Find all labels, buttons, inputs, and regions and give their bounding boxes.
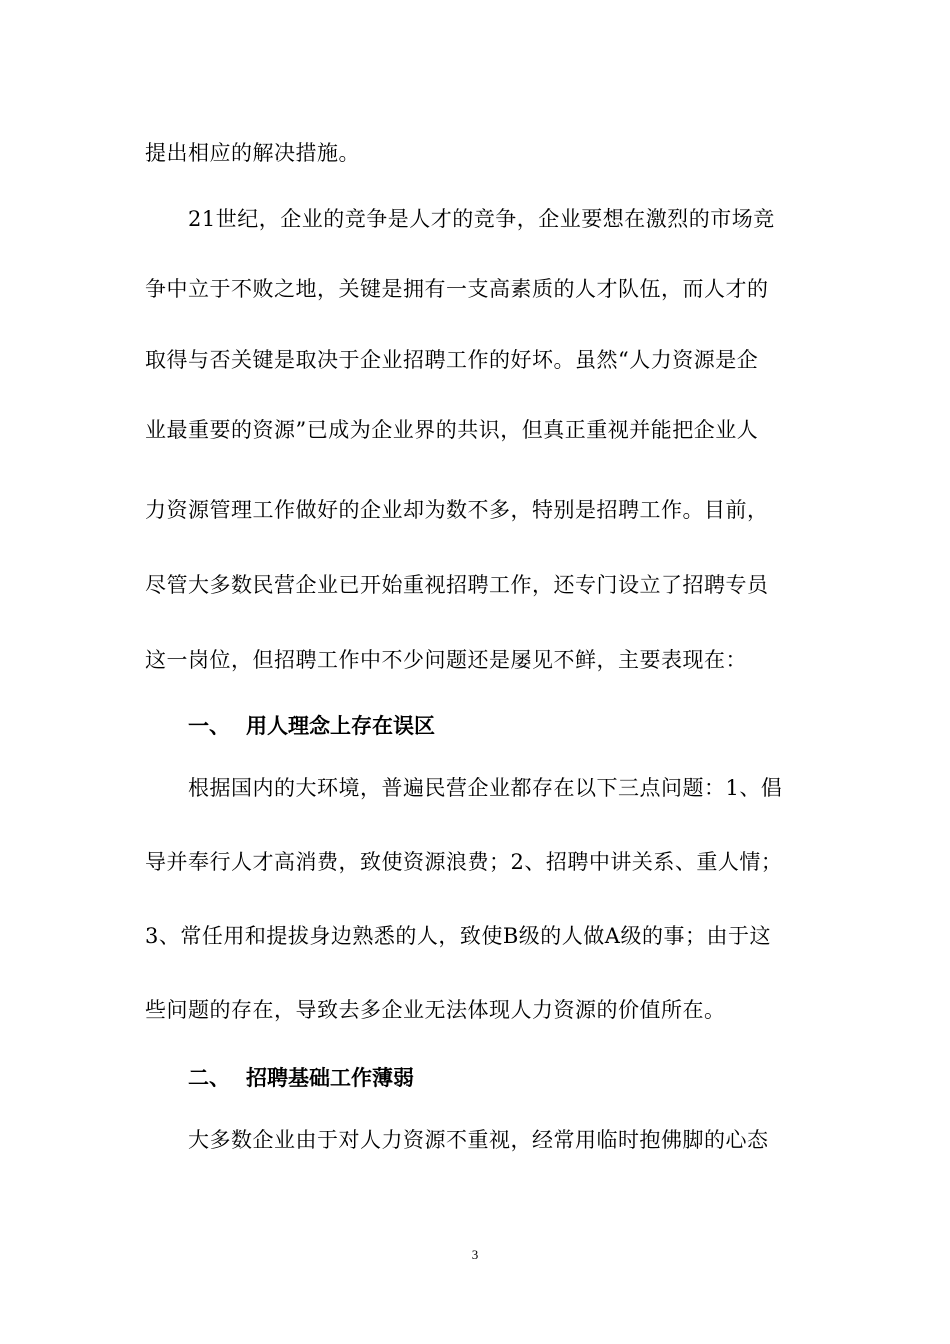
paragraph-line: 21世纪，企业的竞争是人才的竞争，企业要想在激烈的市场竞 bbox=[188, 207, 775, 231]
paragraph-line: 3、常任用和提拔身边熟悉的人，致使B级的人做A级的事；由于这 bbox=[145, 924, 771, 948]
paragraph-line: 争中立于不败之地，关键是拥有一支高素质的人才队伍，而人才的 bbox=[145, 277, 769, 301]
paragraph-line: 尽管大多数民营企业已开始重视招聘工作，还专门设立了招聘专员 bbox=[145, 573, 769, 597]
section-heading-number: 一、 bbox=[188, 713, 230, 738]
paragraph-line: 取得与否关键是取决于企业招聘工作的好坏。虽然“人力资源是企 bbox=[145, 348, 759, 372]
section-heading-title: 招聘基础工作薄弱 bbox=[246, 1065, 414, 1090]
section-heading-number: 二、 bbox=[188, 1065, 230, 1090]
paragraph-line: 这一岗位，但招聘工作中不少问题还是屡见不鲜，主要表现在： bbox=[145, 648, 747, 672]
section-heading bbox=[188, 712, 435, 740]
page-number: 3 bbox=[471, 1247, 479, 1262]
paragraph-line: 些问题的存在，导致去多企业无法体现人力资源的价值所在。 bbox=[145, 998, 726, 1022]
paragraph-line: 导并奉行人才高消费，致使资源浪费；2、招聘中讲关系、重人情； bbox=[145, 850, 783, 874]
section-heading-title: 用人理念上存在误区 bbox=[246, 713, 435, 738]
section-heading bbox=[188, 1064, 414, 1092]
paragraph-line: 业最重要的资源”已成为企业界的共识，但真正重视并能把企业人 bbox=[145, 418, 759, 442]
paragraph-line: 大多数企业由于对人力资源不重视，经常用临时抱佛脚的心态 bbox=[188, 1128, 769, 1152]
paragraph-line: 根据国内的大环境，普遍民营企业都存在以下三点问题：1、倡 bbox=[188, 776, 783, 800]
paragraph-line: 提出相应的解决措施。 bbox=[145, 141, 360, 165]
paragraph-line: 力资源管理工作做好的企业却为数不多，特别是招聘工作。目前， bbox=[145, 498, 769, 522]
